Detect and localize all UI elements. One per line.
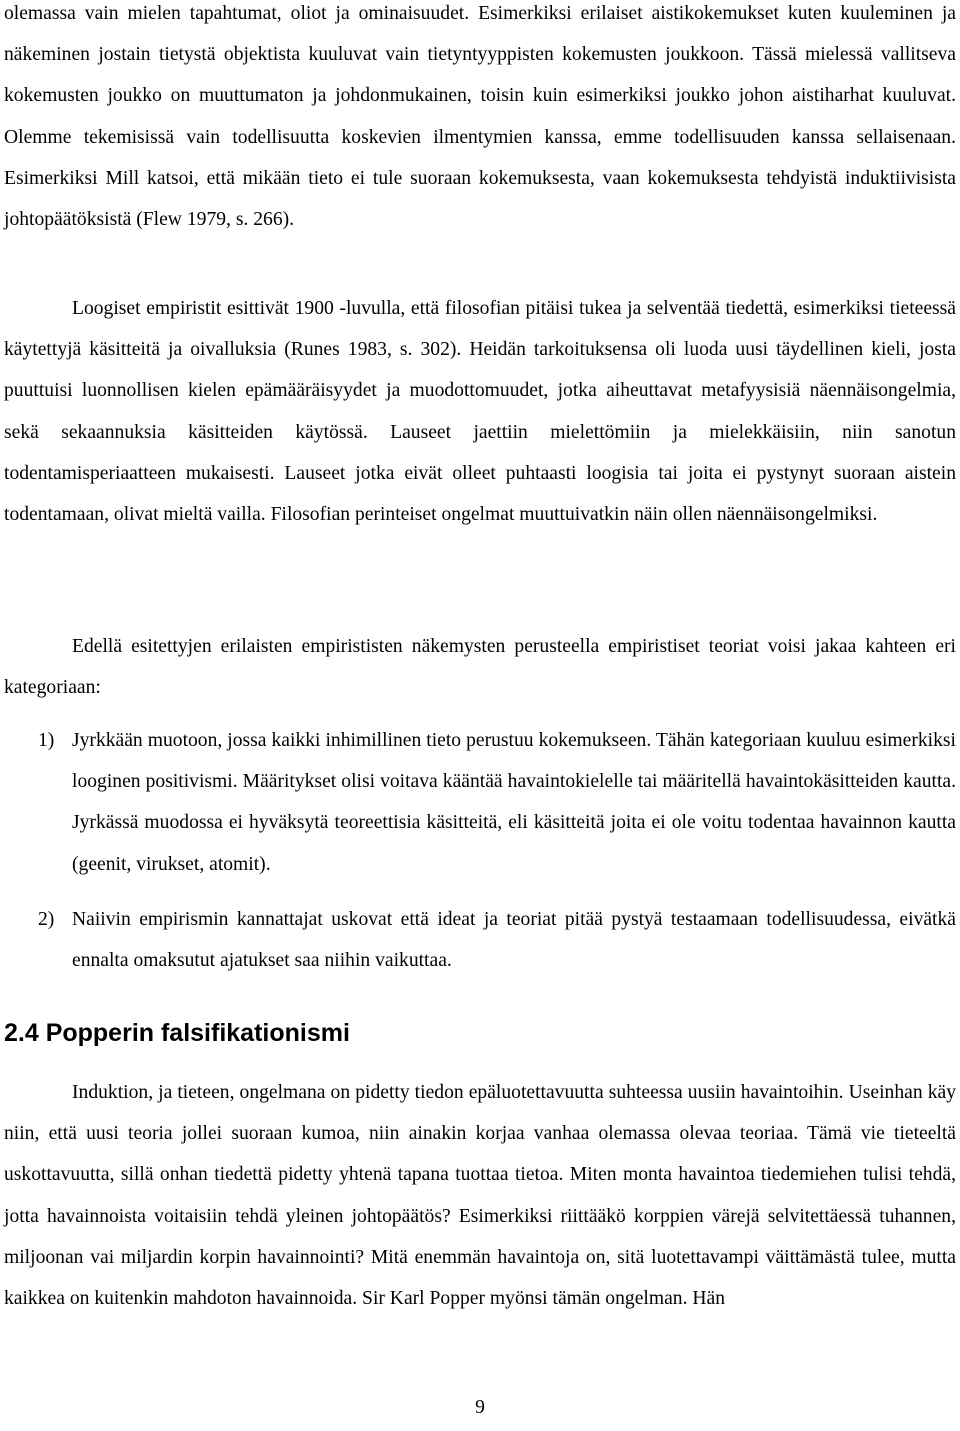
paragraph-4: Induktion, ja tieteen, ongelmana on pidetty tiedon epäluotettavuutta suhteessa uusiin havaintoihin. Useinhan käy niin, että uusi teoria jollei suoraan kumoa, niin ainakin korjaa vanhaa olemassa olevaa teoriaa. Tämä vie tieteeltä uskottavuutta, sillä onhan tiedettä pidetty yhtenä tapana tuottaa tietoa. Miten monta havaintoa tiedemiehen tulisi tehdä, jotta havainnoista voitaisiin tehdä yleinen johtopäätös? Esimerkiksi riittääkö korppien värejä selvitettäessä tuhannen, miljoonan vai miljardin korpin havainnointi? Mitä enemmän havaintoja on, sitä luotettavampi väittämästä tulee, mutta kaikkea on kuitenkin mahdoton havainnoida. Sir Karl Popper myönsi tämän ongelman. Hän [4,1082,956,1310]
paragraph-3: Edellä esitettyjen erilaisten empirististen näkemysten perusteella empiristiset teoriat voisi jakaa kahteen eri kategoriaan: [4,636,956,699]
list-item-number: 1) [38,730,55,751]
page-number: 9 [475,1397,485,1418]
list-item-number: 2) [38,908,55,930]
category-list [4,720,956,981]
section-heading: 2.4 Popperin falsifikationismi [4,1019,350,1047]
list-item-text: Jyrkkään muotoon, jossa kaikki inhimillinen tieto perustuu kokemukseen. Tähän kategoriaan kuuluu esimerkiksi looginen positivismi. Määritykset olisi voitava kääntää havaintokielelle tai määritellä havaintokäsitteiden kautta. Jyrkässä muodossa ei hyväksytä teoreettisia käsitteitä, eli käsitteitä joita ei ole voitu todentaa havainnon kautta (geenit, virukset, atomit). [72,730,956,875]
paragraph-2: Loogiset empiristit esittivät 1900 -luvulla, että filosofian pitäisi tukea ja selventää tiedettä, esimerkiksi tieteessä käytettyjä käsitteitä ja oivalluksia (Runes 1983, s. 302). Heidän tarkoituksensa oli luoda uusi täydellinen kieli, josta puuttuisi luonnollisen kielen epämääräisyydet ja muodottomuudet, jotka aiheuttavat metafyysisiä näennäisongelmia, sekä sekaannuksia käsitteiden käytössä. Lauseet jaettiin mielettömiin ja mielekkäisiin, niin sanotun todentamisperiaatteen mukaisesti. Lauseet jotka eivät olleet puhtaasti loogisia tai joita ei pystynyt suoraan aistein todentamaan, olivat mieltä vailla. Filosofian perinteiset ongelmat muuttuivatkin näin ollen näennäisongelmiksi. [4,298,956,526]
paragraph-1: olemassa vain mielen tapahtumat, oliot ja ominaisuudet. Esimerkiksi erilaiset aistikokemukset kuten kuuleminen ja näkeminen jostain tietystä objektista kuuluvat vain tietyntyyppisten kokemusten joukkoon. Tässä mielessä vallitseva kokemusten joukko on muuttumaton ja johdonmukainen, toisin kuin esimerkiksi joukko johon aistiharhat kuuluvat. Olemme tekemisissä vain todellisuutta koskevien ilmentymien kanssa, emme todellisuuden kanssa sellaisenaan. Esimerkiksi Mill katsoi, että mikään tieto ei tule suoraan kokemuksesta, vaan kokemuksesta tehdyistä induktiivisista johtopäätöksistä (Flew 1979, s. 266). [4,3,956,231]
list-item [4,899,956,981]
list-item-text: Naiivin empirismin kannattajat uskovat että ideat ja teoriat pitää pystyä testaamaan todellisuudessa, eivätkä ennalta omaksutut ajatukset saa niihin vaikuttaa. [72,908,956,972]
list-item [4,720,956,885]
